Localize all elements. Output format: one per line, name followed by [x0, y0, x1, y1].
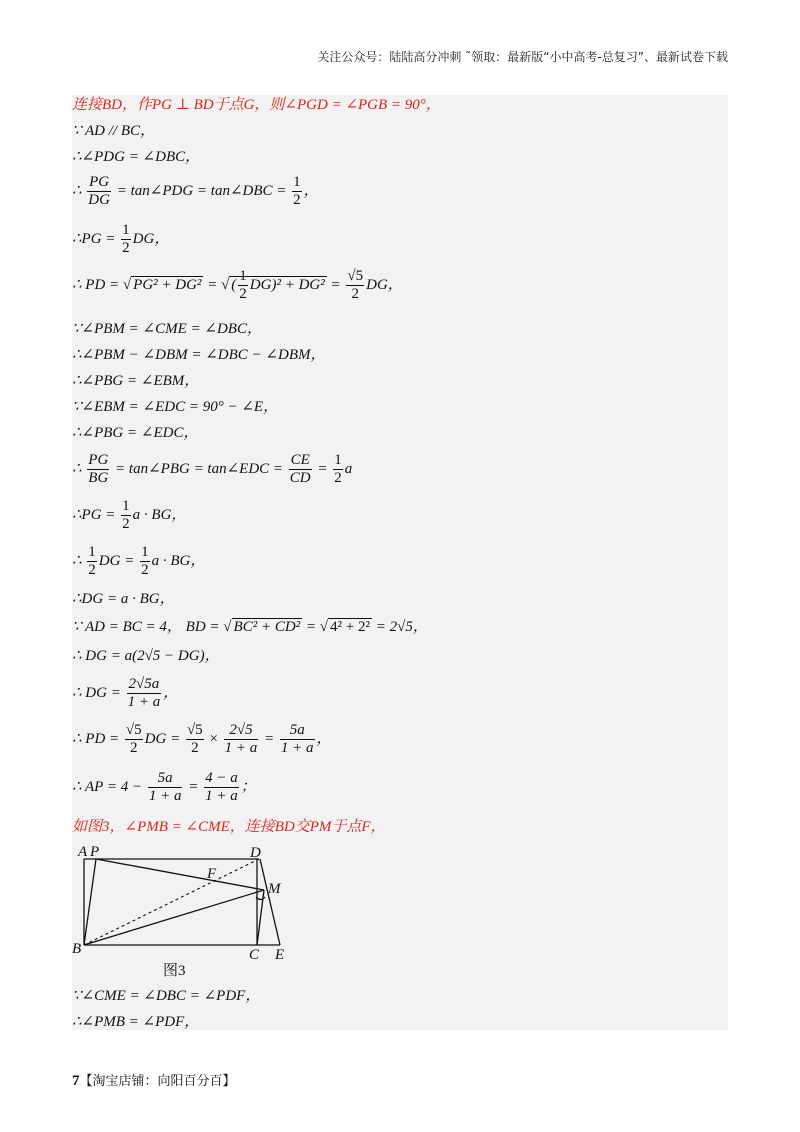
solution-line: ∴∠PDG = ∠DBC，	[72, 149, 201, 165]
page-number: 7	[72, 1073, 80, 1089]
label-D: D	[250, 845, 261, 861]
label-A: A	[78, 844, 88, 860]
solution-line: ∴ PD = √ PG² + DG² = √ ( $\frac{1}{2}$ DG)² + DG² = $\frac{√5}{2}$ DG，	[72, 268, 403, 302]
solution-line: ∴ $\frac{PG}{BG}$ = tan∠PBG = tan∠EDC = $\frac{CE}{CD}$ = $\frac{1}{2}$ a	[72, 452, 353, 486]
solution-line: ∴ DG = a(2√5 − DG)，	[72, 648, 220, 664]
footer-text: 【淘宝店铺：向阳百分百】	[79, 1074, 236, 1089]
solution-line: ∴ AP = 4 − $\frac{5a}{1 + a}$ = $\frac{4 - a}{1 + a}$ ；	[72, 770, 256, 804]
solution-line: ∴∠PMB = ∠PDF，	[72, 1014, 200, 1030]
figure-caption: 图3	[163, 963, 186, 979]
label-B: B	[72, 941, 82, 957]
solution-line: ∵∠PBM = ∠CME = ∠DBC，	[72, 321, 262, 337]
label-P: P	[90, 844, 100, 860]
solution-line: ∴∠PBG = ∠EBM，	[72, 373, 200, 389]
geometry-figure-3	[72, 842, 302, 966]
solution-line: ∴ $\frac{PG}{DG}$ = tan∠PDG = tan∠DBC = $\frac{1}{2}$ ，	[72, 174, 319, 208]
segment-BP	[84, 859, 96, 945]
solution-line: ∴PG = $\frac{1}{2}$ a · BG，	[72, 498, 187, 532]
segment-BD-dashed	[84, 859, 259, 945]
page-footer	[72, 1070, 236, 1090]
label-C: C	[249, 947, 260, 963]
solution-line: ∴PG = $\frac{1}{2}$ DG，	[72, 222, 170, 256]
solution-line: ∴ $\frac{1}{2}$ DG = $\frac{1}{2}$ a · BG，	[72, 544, 206, 578]
solution-line: ∵ AD // BC，	[72, 123, 156, 139]
solution-line: ∵ AD = BC = 4， BD = √ BC² + CD² = √ 4² + 2² = 2√5，	[72, 619, 428, 635]
segment-BM	[84, 890, 264, 945]
solution-line: ∵∠EBM = ∠EDC = 90° − ∠E，	[72, 399, 279, 415]
label-E: E	[275, 947, 285, 963]
solution-line: ∴ PD = $\frac{√5}{2}$ DG = $\frac{√5}{2}$ × $\frac{2√5}{1 + a}$ = $\frac{5a}{1 + a}$ ，	[72, 722, 332, 756]
solution-line: 如图3，∠PMB = ∠CME，连接BD交PM于点F，	[72, 819, 386, 835]
solution-line: 连接BD，作PG ⊥ BD于点G，则∠PGD = ∠PGB = 90°，	[72, 97, 441, 113]
page-header: 关注公众号：陆陆高分冲刺 ˜领取：最新版“小中高考-总复习”、最新试卷下载	[317, 50, 728, 64]
label-F: F	[207, 866, 217, 882]
solution-line: ∴ DG = $\frac{2√5a}{1 + a}$ ，	[72, 676, 179, 710]
label-M: M	[268, 881, 281, 897]
solution-line: ∴∠PBG = ∠EDC，	[72, 425, 199, 441]
segment-PM	[96, 859, 264, 890]
solution-line: ∴∠PBM − ∠DBM = ∠DBC − ∠DBM，	[72, 347, 326, 363]
solution-line: ∴DG = a · BG，	[72, 591, 175, 607]
solution-line: ∵∠CME = ∠DBC = ∠PDF，	[72, 988, 261, 1004]
